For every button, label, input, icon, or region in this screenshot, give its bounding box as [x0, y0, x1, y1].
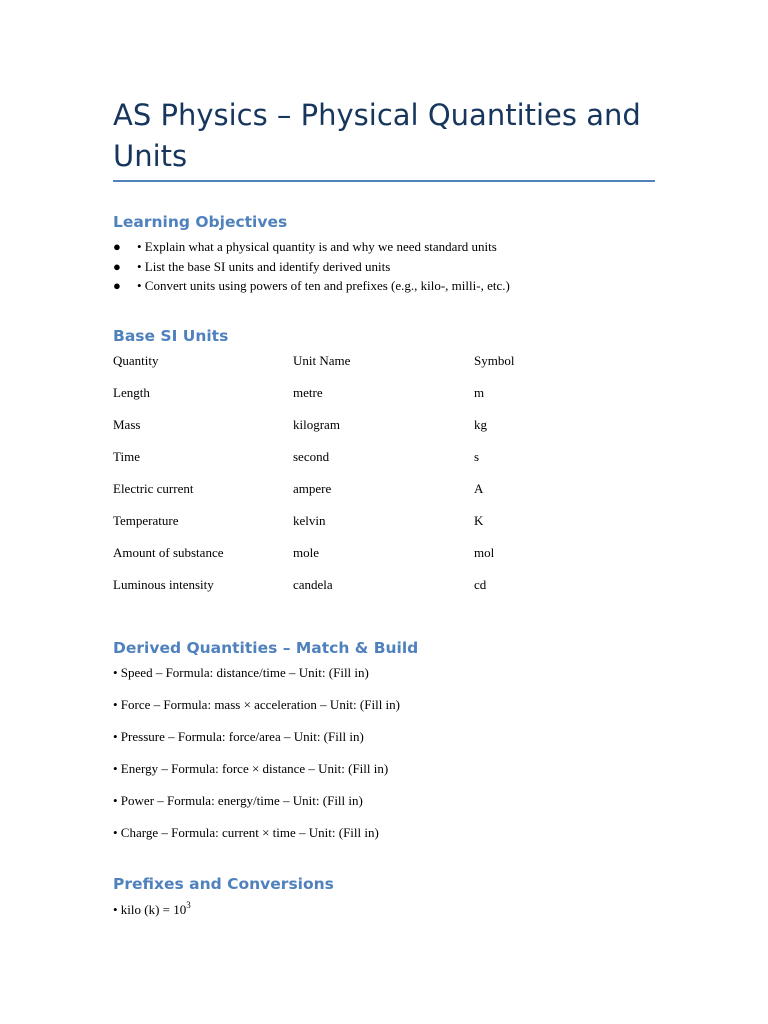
- cell-quantity: Time: [113, 449, 140, 464]
- table-row: [113, 409, 658, 441]
- table-header-row: [113, 345, 658, 377]
- table-row: [113, 441, 658, 473]
- bullet-icon: ●: [113, 278, 121, 293]
- list-item: • Energy – Formula: force × distance – Unit: (Fill in): [113, 761, 389, 776]
- objective-item: [113, 257, 658, 277]
- bullet-icon: ●: [113, 258, 121, 274]
- cell-quantity: Amount of substance: [113, 545, 224, 560]
- prefix-exponent: 3: [186, 900, 191, 910]
- cell-quantity: Luminous intensity: [113, 577, 214, 592]
- derived-list: [113, 657, 658, 849]
- cell-unit-name: candela: [293, 577, 333, 592]
- objectives-heading: Learning Objectives: [113, 213, 288, 231]
- header-quantity: Quantity: [113, 353, 159, 368]
- cell-quantity: Temperature: [113, 513, 179, 528]
- cell-quantity: Electric current: [113, 481, 194, 496]
- list-item: • Power – Formula: energy/time – Unit: (Fill in): [113, 793, 363, 808]
- base-si-table: [113, 345, 658, 601]
- table-row: [113, 505, 658, 537]
- cell-unit-name: kelvin: [293, 513, 326, 528]
- cell-quantity: Mass: [113, 417, 141, 432]
- header-symbol: Symbol: [474, 353, 515, 368]
- cell-unit-name: ampere: [293, 481, 332, 496]
- list-item: • Force – Formula: mass × acceleration – Unit: (Fill in): [113, 697, 400, 712]
- title-underline: [113, 180, 655, 182]
- cell-symbol: s: [474, 449, 480, 464]
- cell-unit-name: kilogram: [293, 417, 340, 432]
- objective-text: • Explain what a physical quantity is and why we need standard units: [137, 239, 497, 254]
- objectives-list: [113, 237, 658, 296]
- cell-symbol: m: [474, 385, 485, 400]
- list-item: • Pressure – Formula: force/area – Unit: (Fill in): [113, 729, 364, 744]
- base-si-heading: Base SI Units: [113, 327, 229, 345]
- cell-unit-name: mole: [293, 545, 319, 560]
- table-row: [113, 377, 658, 409]
- cell-symbol: mol: [474, 545, 495, 560]
- list-item: • Speed – Formula: distance/time – Unit: (Fill in): [113, 665, 369, 680]
- table-row: [113, 537, 658, 569]
- derived-heading: Derived Quantities – Match & Build: [113, 639, 419, 657]
- prefix-label: • kilo (k) = 10: [113, 902, 187, 917]
- table-row: [113, 569, 658, 601]
- cell-symbol: A: [474, 481, 484, 496]
- cell-symbol: kg: [474, 417, 487, 432]
- objective-text: • Convert units using powers of ten and prefixes (e.g., kilo-, milli-, etc.): [137, 278, 510, 293]
- header-unit-name: Unit Name: [293, 353, 351, 368]
- table-row: [113, 473, 658, 505]
- prefix-item: [113, 900, 191, 920]
- bullet-icon: ●: [113, 239, 121, 254]
- list-item: • Charge – Formula: current × time – Unit: (Fill in): [113, 825, 379, 840]
- cell-quantity: Length: [113, 385, 150, 400]
- document-title: AS Physics – Physical Quantities and Units: [113, 98, 641, 173]
- objective-text: • List the base SI units and identify derived units: [137, 258, 391, 274]
- objective-item: [113, 237, 658, 257]
- cell-symbol: cd: [474, 577, 487, 592]
- objective-item: [113, 276, 658, 296]
- cell-unit-name: metre: [293, 385, 323, 400]
- prefixes-heading: Prefixes and Conversions: [113, 875, 334, 893]
- cell-unit-name: second: [293, 449, 330, 464]
- cell-symbol: K: [474, 513, 484, 528]
